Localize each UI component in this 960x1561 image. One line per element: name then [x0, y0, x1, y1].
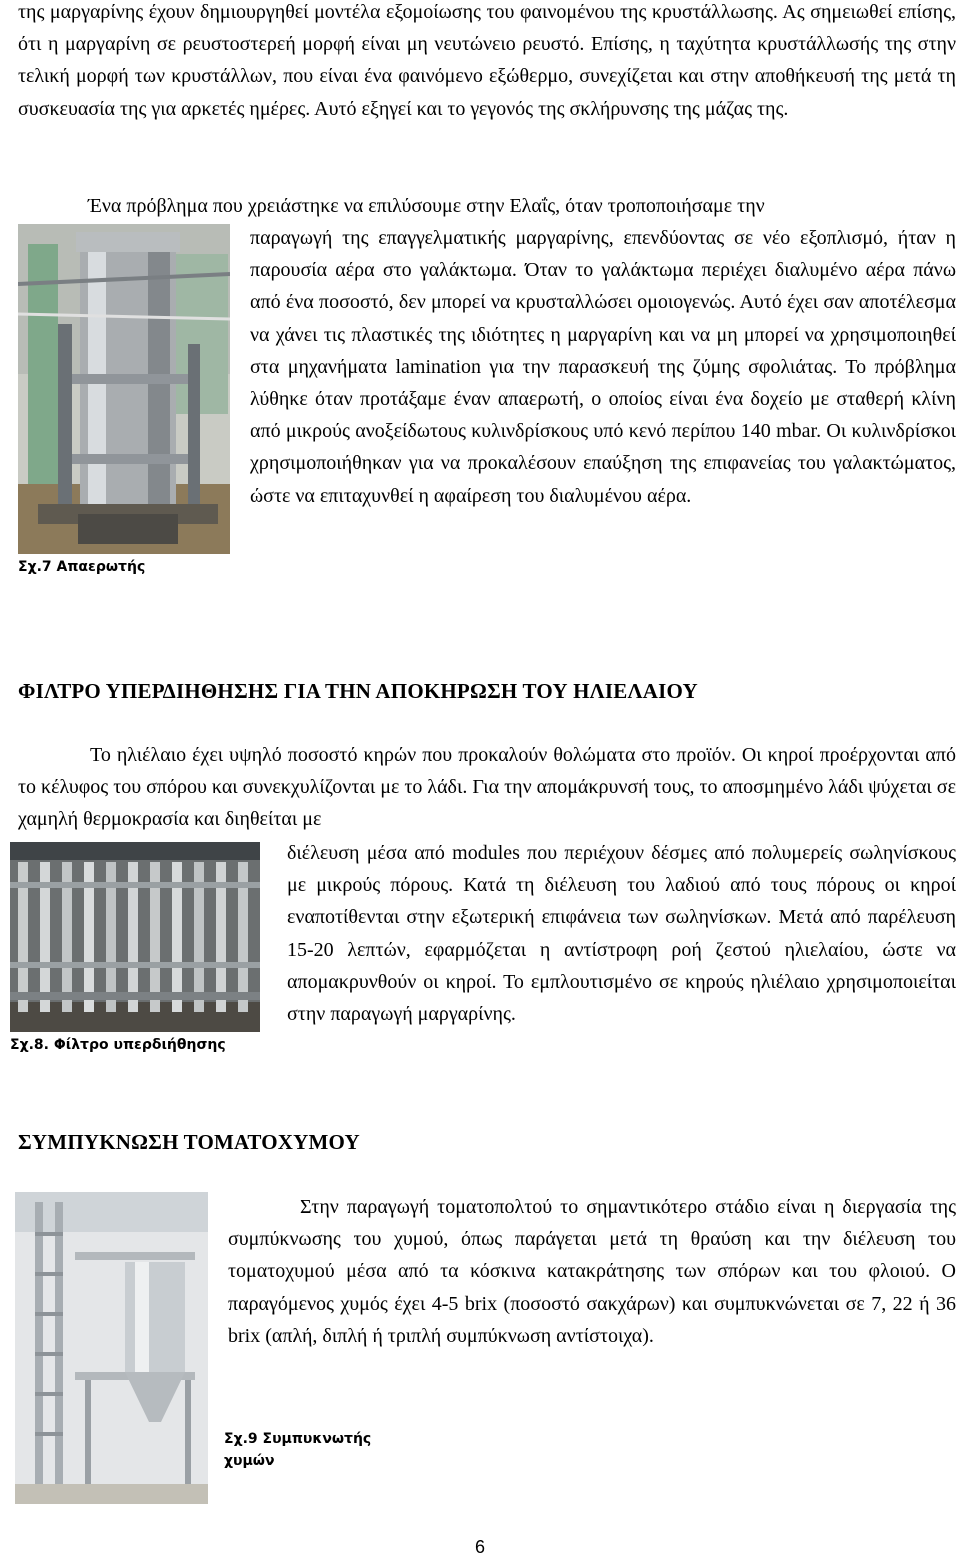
figure-8-caption: Σχ.8. Φίλτρο υπερδιήθησης — [10, 1037, 226, 1053]
figure-9-caption: Σχ.9 Συμπυκνωτής χυμών — [224, 1431, 372, 1469]
concentrator-illustration — [15, 1192, 208, 1504]
section-heading-tomato-juice: ΣΥΜΠΥΚΝΩΣΗ ΤΟΜΑΤΟΧΥΜΟΥ — [18, 1130, 360, 1154]
page-number: 6 — [474, 1537, 485, 1557]
tomato-juice-paragraph: Στην παραγωγή τοματοπολτού το σημαντικότερο στάδιο είναι η διεργασία της συμπύκνωσης του χυμού, όπως παράγεται μετά τη θραύση και την διέλευση του τοματοχυμού μέσα από τα κόσκινα κατακράτησης των σπόρων και του φλοιού. Ο παραγόμενος χυμός έχει 4-5 brix (ποσοστό σακχάρων) και συμπυκνώνεται σε 7, 22 ή 36 brix (απλή, διπλή ή τριπλή συμπύκνωση αντίστοιχα). — [228, 1196, 956, 1347]
ultrafiltration-illustration — [10, 842, 260, 1032]
figure-7-caption: Σχ.7 Απαερωτής — [18, 559, 146, 575]
deaerator-paragraph: παραγωγή της επαγγελματικής μαργαρίνης, επενδύοντας σε νέο εξοπλισμό, ήταν η παρουσία αέρα στο γαλάκτωμα. Όταν το γαλάκτωμα περιέχει διαλυμένο αέρα πάνω από ένα ποσοστό, δεν μπορεί να κρυσταλλώσει ομοιογενώς. Αυτό έχει σαν αποτέλεσμα να χάνει τις πλαστικές της ιδιότητες η μαργαρίνη και να μη μπορεί να χρησιμοποιηθεί στα μηχανήματα lamination για την παρασκευή της ζύμης σφολιάτας. Το πρόβλημα λύθηκε όταν προτάξαμε έναν απαερωτή, ο οποίος είναι ένα δοχείο με σταθερή κλίνη από μικρούς ανοξείδωτους κυλινδρίσκους υπό κενό περίπου 140 mbar. Οι κυλινδρίσκοι χρησιμοποιήθηκαν για να προκαλέσουν επαύξηση της επιφανείας του γαλακτώματος, ώστε να επιταχυνθεί η αφαίρεση του διαλυμένου αέρα. — [250, 227, 956, 507]
ultrafiltration-lead-paragraph: Το ηλιέλαιο έχει υψηλό ποσοστό κηρών που προκαλούν θολώματα στο προϊόν. Οι κηροί προέρχονται από το κέλυφος του σπόρου και συνεκχυλίζονται με το λάδι. Για την απομάκρυνσή τους, το αποσμημένο λάδι ψύχεται σε χαμηλή θερμοκρασία και διηθείται με — [18, 744, 956, 831]
section-heading-ultrafiltration: ΦΙΛΤΡΟ ΥΠΕΡΔΙΗΘΗΣΗΣ ΓΙΑ ΤΗΝ ΑΠΟΚΗΡΩΣΗ ΤΟΥ ΗΛΙΕΛΑΙΟΥ — [18, 679, 698, 703]
ultrafiltration-filter-photo — [10, 842, 260, 1032]
intro-paragraph: της μαργαρίνης έχουν δημιουργηθεί μοντέλα εξομοίωσης του φαινομένου της κρυστάλλωσης. Ας σημειωθεί επίσης, ότι η μαργαρίνη σε ρευστοστερεή μορφή είναι μη νευτώνειο ρευστό. Επίσης, η ταχύτητα κρυστάλλωσής της στην τελική μορφή των κρυστάλλων, που είναι ένα φαινόμενο εξώθερμο, συνεχίζεται και στην αποθήκευσή της μετά τη συσκευασία της για αρκετές ημέρες. Αυτό εξηγεί και το γεγονός της σκλήρυνσης της μάζας της. — [18, 1, 956, 120]
deaerator-photo — [18, 224, 230, 554]
juice-concentrator-photo — [15, 1192, 208, 1504]
deaerator-illustration — [18, 224, 230, 554]
ultrafiltration-paragraph: διέλευση μέσα από modules που περιέχουν δέσμες από πολυμερείς σωληνίσκους με μικρούς πόρους. Κατά τη διέλευση του λαδιού από τους πόρους οι κηροί εναποτίθενται στην εξωτερική επιφάνεια των σωληνίσκων. Μετά από παρέλευση 15-20 λεπτών, εφαρμόζεται η αντίστροφη ροή ζεστού ηλιελαίου, ώστε να απομακρυνθούν οι κηροί. Το εμπλουτισμένο σε κηρούς ηλιέλαιο χρησιμοποιείται στην παραγωγή μαργαρίνης. — [287, 842, 956, 1026]
deaerator-lead-line: Ένα πρόβλημα που χρειάστηκε να επιλύσουμε στην Ελαΐς, όταν τροποποιήσαμε την — [88, 195, 765, 217]
